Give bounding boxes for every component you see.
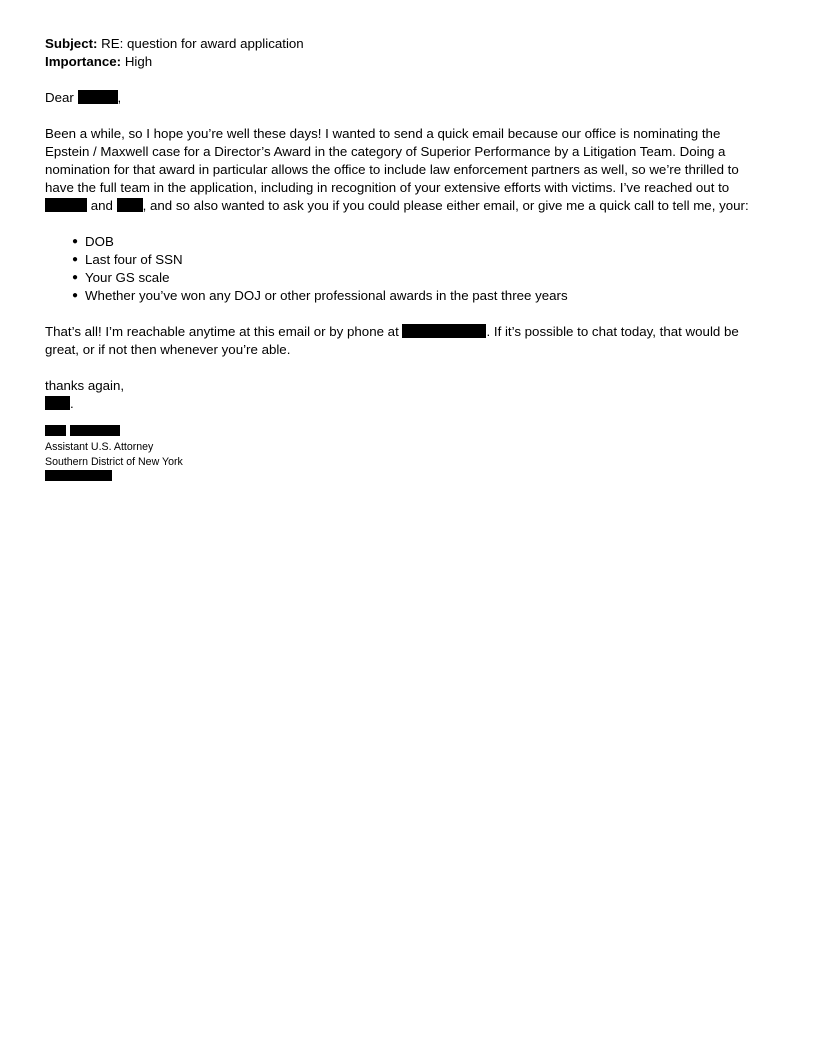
bullet-icon: ●: [72, 272, 79, 283]
list-item: [72, 233, 775, 251]
thanks-line: thanks again,: [45, 378, 125, 393]
redaction-box: [45, 396, 70, 410]
bullet-icon: ●: [72, 254, 79, 265]
closing-part-2: . If it’s possible to chat today, that would be: [486, 324, 739, 339]
redaction-box: [45, 470, 112, 481]
list-item-text: DOB: [85, 234, 114, 249]
sender-name-line: [45, 395, 775, 413]
bullet-icon: ●: [72, 290, 79, 301]
importance-value: High: [124, 54, 153, 69]
redaction-box: [117, 198, 143, 212]
closing-part-1: That’s all! I’m reachable anytime at this email or by phone at: [45, 324, 399, 339]
subject-label: Subject:: [45, 36, 98, 51]
body-line-4: have the full team in the application, including in recognition of your extensive efforts with victims. I’ve reached out to: [45, 180, 730, 195]
greeting-line: [45, 89, 775, 107]
body-line-5: [45, 197, 775, 215]
spacer: [45, 359, 775, 377]
email-body-container: [45, 35, 775, 485]
spacer: [45, 215, 775, 233]
list-item-text: Last four of SSN: [85, 252, 183, 267]
spacer: [45, 107, 775, 125]
list-item: [72, 269, 775, 287]
spacer: [45, 413, 775, 425]
subject-line: [45, 35, 775, 53]
redaction-box: [70, 425, 120, 436]
signature-block: [45, 425, 775, 485]
list-item: [72, 251, 775, 269]
body-line-2: Epstein / Maxwell case for a Director’s Award in the category of Superior Performance by a Litigation Team. Doing a: [45, 144, 726, 159]
signature-name-line: [45, 425, 775, 440]
list-item-text: Your GS scale: [85, 270, 170, 285]
redaction-box: [45, 198, 87, 212]
signature-title: Assistant U.S. Attorney: [45, 441, 154, 453]
body-line-5-and: and: [90, 198, 113, 213]
body-line-3: nomination for that award in particular allows the office to include law enforcement partners as well, so we’re thrilled to: [45, 162, 739, 177]
closing-line-1: [45, 323, 775, 341]
redaction-box: [45, 425, 66, 436]
redaction-box: [402, 324, 486, 338]
info-request-list: [45, 233, 775, 305]
greeting-suffix: ,: [117, 90, 122, 105]
subject-value: RE: question for award application: [101, 36, 304, 51]
bullet-icon: ●: [72, 236, 79, 247]
list-item-text: Whether you’ve won any DOJ or other professional awards in the past three years: [85, 288, 568, 303]
importance-label: Importance:: [45, 54, 122, 69]
body-line-5-end: , and so also wanted to ask you if you could please either email, or give me a quick call to tell me, your:: [142, 198, 749, 213]
spacer: [45, 71, 775, 89]
closing-line-2: great, or if not then whenever you’re able.: [45, 342, 291, 357]
importance-line: [45, 53, 775, 71]
spacer: [45, 305, 775, 323]
body-line-1: Been a while, so I hope you’re well these days! I wanted to send a quick email because our office is nominating the: [45, 126, 721, 141]
sender-name-suffix: .: [70, 396, 74, 411]
greeting-prefix: Dear: [45, 90, 74, 105]
signature-contact-line: [45, 470, 775, 485]
list-item: [72, 287, 775, 305]
signature-office: Southern District of New York: [45, 456, 183, 468]
redaction-box: [78, 90, 118, 104]
